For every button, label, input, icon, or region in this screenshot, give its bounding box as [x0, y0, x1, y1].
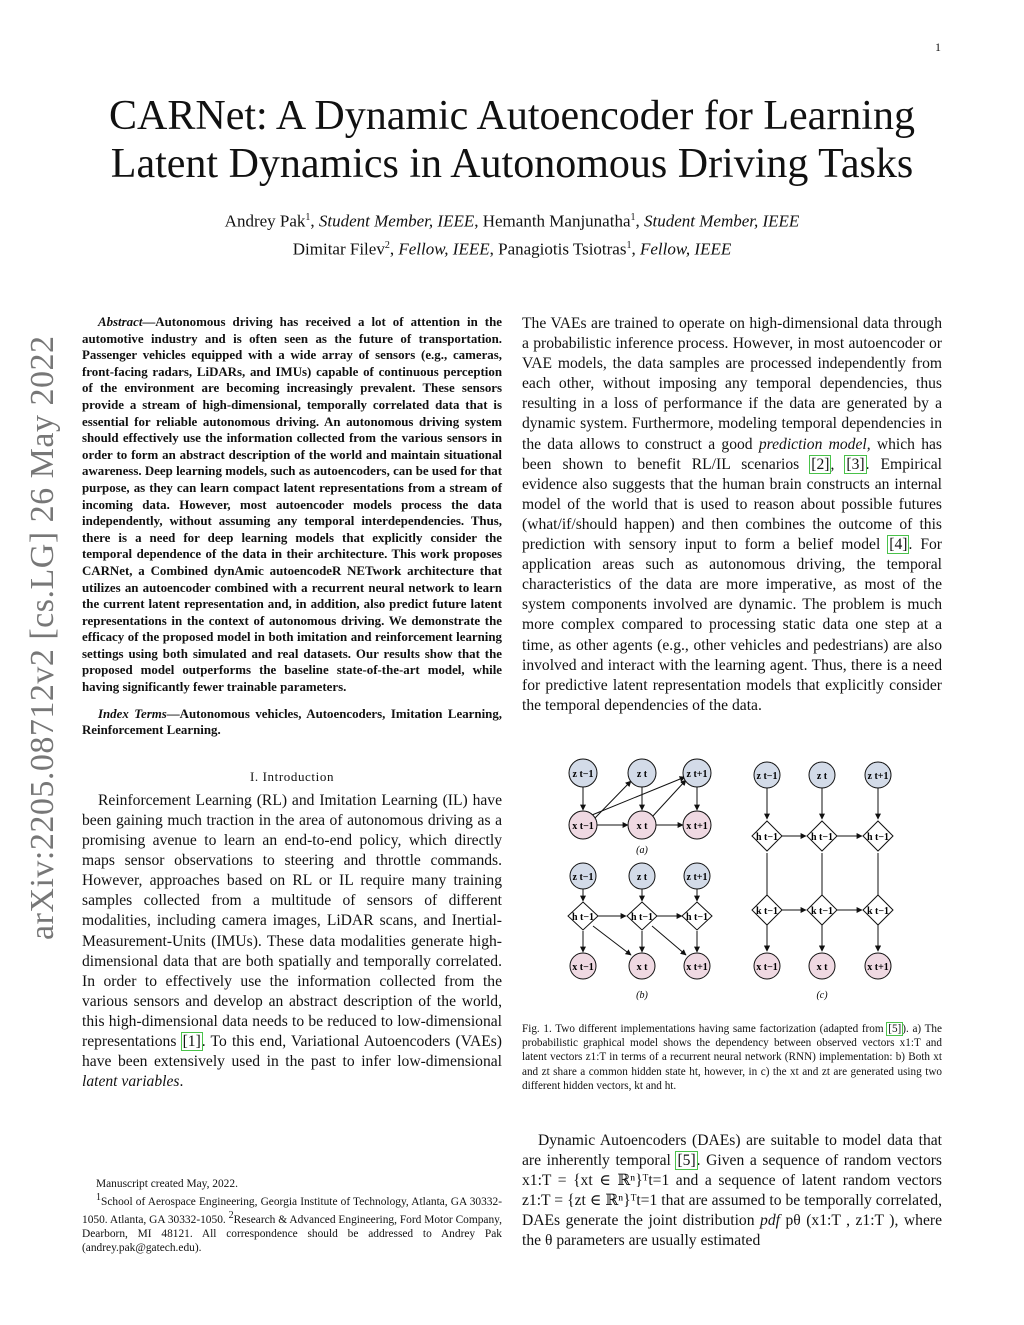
subfigure-label-a: (a): [636, 845, 648, 856]
label-k-t: k t−1: [810, 906, 834, 917]
text-run: Fig. 1. Two different implementations having same factorization (adapted from: [522, 1023, 888, 1035]
affiliation-mark: 1: [96, 1192, 101, 1203]
label-x-prev: x t−1: [572, 821, 594, 832]
citation-link[interactable]: [5]: [888, 1023, 902, 1035]
affiliation-mark: 2: [384, 239, 390, 251]
affiliation-mark: 1: [305, 212, 311, 223]
section-heading-introduction: I. Introduction: [249, 768, 335, 784]
index-terms-text: —Autonomous vehicles, Autoencoders, Imitation Learning, Reinforcement Learning.: [82, 706, 502, 738]
label-h-prev: h t−1: [755, 832, 779, 843]
title-line-1: CARNet: A Dynamic Autoencoder for Learning: [109, 93, 915, 139]
text-run: Reinforcement Learning (RL) and Imitation Learning (IL) have been gaining much traction in the area of autonomous driving as a promising avenue to learn an end-to-end policy, which directly maps sensor observations to steering and throttle commands. However, approaches based on RL or IL require many training samples collected from a multitude of sensors of different modalities, including camera images, LiDAR scans, and Inertial-Measurement-Units (IMUs). These data modalities generate high-dimensional data that are both spatially and temporally correlated. In order to effectively use the information collected from the various sensors and develop an abstract description of the world, this high-dimensional data needs to be reduced to low-dimensional representations: [82, 791, 502, 1050]
dae-section: [522, 1131, 942, 1252]
author-name: Dimitar Filev: [292, 239, 385, 259]
abstract-text: —Autonomous driving has received a lot of attention in the automotive industry and is often seen as the future of transportation. Passenger vehicles equipped with a wide array of sensors (e.g., cameras, front-facing radars, LiDARs, and IMUs) capable of continuous perception of the environment are becoming increasingly prevalent. These sensors provide a stream of high-dimensional, temporally correlated data that is essential for reliable autonomous driving. An autonomous driving system should effectively use the information collected from the various sensors in order to form an abstract description of the world and maintain situational awareness. Deep learning models, such as autoencoders, can be used for that purpose, as they can learn compact latent representations from a stream of incoming data. However, most autoencoder models process the data independently, without assuming any temporal interdependencies. Thus, there is a need for deep learning models that explicitly consider the temporal dependence of the data in their architecture. This work proposes CARNet, a Combined dynAmic autoencodeR NETwork architecture that utilizes an autoencoder combined with a recurrent neural network to learn the current latent representation and, in addition, also predict future latent representations in the context of autonomous driving. We demonstrate the efficacy of the proposed model in both imitation and reinforcement learning settings using both simulated and real datasets. Our results show that the proposed model outperforms the baseline state-of-the-art model, while having significantly fewer trainable parameters.: [82, 315, 502, 695]
author-role: Fellow, IEEE: [398, 239, 490, 259]
label-h-t: h t−1: [630, 912, 654, 923]
text-run: Dynamic Autoencoders (DAEs) are suitable to model data that are inherently temporal: [522, 1132, 942, 1170]
text-run: . Empirical evidence also suggests that the human brain constructs an internal model of the world that is used to reason about possible futures (what/if/should happen) and then combines the outcome of this prediction with sensory input to form a belief model: [522, 455, 943, 554]
index-terms: [82, 706, 502, 739]
author-role: Student Member, IEEE: [644, 211, 800, 231]
figure-graphical-models: [560, 755, 900, 1010]
abstract-label: Abstract: [98, 315, 143, 329]
label-x-t: x t: [816, 962, 828, 973]
author-list: [60, 206, 964, 261]
author-line-1: Andrey Pak$^1$, Student Member, IEEE, Hemanth Manjunatha$^1$, Student Member, IEEE: [224, 211, 800, 231]
label-x-t: x t: [636, 962, 648, 973]
footnotes: [82, 1177, 502, 1255]
text-run: , which has been shown to benefit RL/IL scenarios: [522, 435, 943, 473]
affiliation-mark: 2: [228, 1209, 234, 1221]
label-h-next: h t−1: [866, 832, 890, 843]
text-run: School of Aerospace Engineering, Georgia Institute of Technology, Atlanta, GA 30332-1050. Atlanta, GA 30332-1050.: [82, 1195, 502, 1226]
page-number: 1: [935, 40, 941, 54]
title-line-2: Latent Dynamics in Autonomous Driving Tasks: [110, 141, 914, 187]
label-z-t: z t: [816, 771, 828, 782]
affiliation-mark: 1: [626, 239, 632, 251]
label-x-prev: x t−1: [756, 962, 778, 973]
author-name: Hemanth Manjunatha: [482, 211, 631, 231]
citation-link[interactable]: [1]: [182, 1032, 201, 1050]
label-x-next: x t+1: [686, 962, 708, 973]
figure-caption: [522, 1022, 942, 1093]
subfigure-label-b: (b): [636, 990, 648, 1001]
label-z-t: z t: [636, 769, 648, 780]
label-h-prev: h t−1: [571, 912, 595, 923]
citation-link[interactable]: [4]: [889, 536, 908, 554]
label-k-next: k t−1: [866, 906, 890, 917]
label-z-prev: z t−1: [756, 771, 778, 782]
text-run: .: [179, 1073, 184, 1091]
text-run: pθ (x1:T , z1:T ), where the θ parameters are usually estimated: [522, 1212, 942, 1250]
author-line-2: Dimitar Filev$^2$, Fellow, IEEE, Panagiotis Tsiotras$^1$, Fellow, IEEE: [292, 239, 732, 259]
author-role: Fellow, IEEE: [639, 239, 732, 259]
text-run: . For application areas such as autonomous driving, the temporal characteristics of the data are more imperative, as most of the system components involved are dynamic. The problem is much more complex compared to processing static data one step at a time, as other agents (e.g., other vehicles and pedestrians) are also involved and interact with the learning agent. Thus, there is a need for predictive latent representation models that explicitly consider the temporal dependencies of the data.: [522, 536, 942, 714]
emphasis: prediction model: [758, 435, 867, 453]
intro-paragraph: [82, 791, 502, 1092]
text-run: Research & Advanced Engineering, Ford Motor Company, Dearborn, MI 48121. All correspondence should be addressed to Andrey Pak (andrey.pak@gatech.edu).: [82, 1213, 502, 1254]
citation-link[interactable]: [3]: [846, 455, 865, 473]
footnote-manuscript: Manuscript created May, 2022.: [96, 1178, 238, 1190]
label-z-prev: z t−1: [572, 769, 594, 780]
emphasis: latent variables: [82, 1073, 180, 1091]
citation-link[interactable]: [5]: [677, 1152, 696, 1170]
label-h-next: h t−1: [685, 912, 709, 923]
label-z-next: z t+1: [686, 872, 708, 883]
author-name: Panagiotis Tsiotras: [498, 239, 627, 259]
text-run: . Given a sequence of random vectors x1:T = {xt ∈ ℝⁿ}ᵀt=1 and a sequence of latent random vectors z1:T = {zt ∈ ℝⁿ}ᵀt=1 that are assumed to be temporally correlated, DAEs generate the joint distribution: [522, 1152, 942, 1230]
footnote-affiliations: [82, 1191, 502, 1255]
label-z-next: z t+1: [867, 771, 889, 782]
author-role: Student Member, IEEE: [318, 211, 475, 231]
text-run: ,: [830, 455, 846, 473]
label-h-t: h t−1: [810, 832, 834, 843]
text-run: ). a) The probabilistic graphical model shows the dependency between observed vectors x1:T and latent vectors z1:T in terms of a recurrent neural network (RNN) implementation: b) Both xt and zt share a common hidden state ht, however, in c) the xt and zt are generated using two different hidden vectors, kt and ht.: [522, 1023, 942, 1092]
right-column: [522, 314, 942, 716]
label-x-t: x t: [636, 821, 648, 832]
dae-paragraph: [522, 1131, 942, 1252]
arxiv-identifier: arXiv:2205.08712v2 [cs.LG] 26 May 2022: [24, 335, 61, 940]
index-terms-label: Index Terms: [98, 706, 167, 721]
left-column: [82, 314, 502, 1092]
label-z-t: z t: [636, 872, 648, 883]
text-run: . To this end, Variational Autoencoders (VAEs) have been extensively used in the past to infer low-dimensional: [82, 1032, 502, 1071]
label-x-next: x t+1: [686, 821, 708, 832]
vae-paragraph: [522, 314, 942, 716]
text-run: The VAEs are trained to operate on high-dimensional data through a probabilistic inference process. However, in most autoencoder or VAE models, the data samples are processed independently from each other, without imposing any temporal dependencies, thus resulting in a loss of performance if the data are generated by a dynamic system. Furthermore, modeling temporal dependencies in the data allows to construct a good: [522, 315, 942, 453]
label-x-prev: x t−1: [572, 962, 594, 973]
abstract: [82, 314, 502, 696]
label-x-next: x t+1: [867, 962, 889, 973]
paper-title: [60, 92, 964, 188]
affiliation-mark: 1: [630, 212, 636, 223]
author-name: Andrey Pak: [224, 211, 306, 231]
label-k-prev: k t−1: [755, 906, 779, 917]
citation-link[interactable]: [2]: [811, 455, 830, 473]
label-z-prev: z t−1: [572, 872, 594, 883]
subfigure-label-c: (c): [816, 990, 828, 1001]
emphasis: pdf: [760, 1212, 780, 1230]
label-z-next: z t+1: [686, 769, 708, 780]
